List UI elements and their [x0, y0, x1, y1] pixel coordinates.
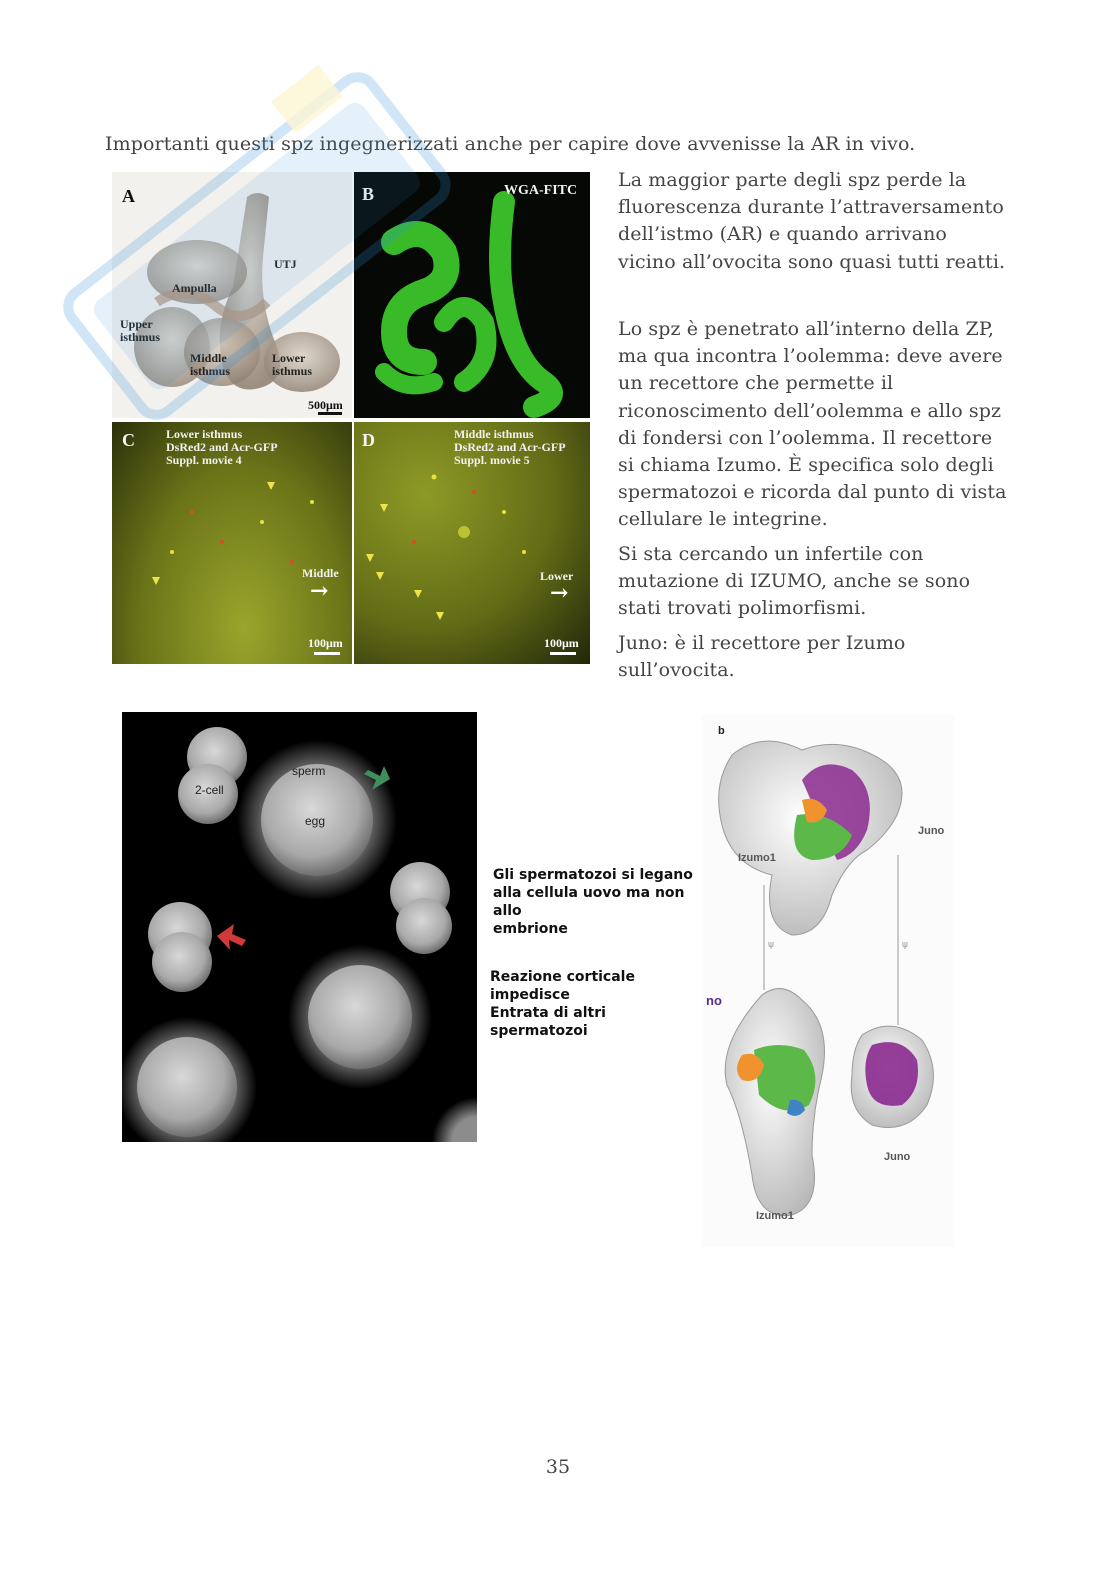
egg-caption-cortical	[490, 968, 700, 1040]
label-utj: UTJ	[274, 257, 297, 271]
egg-caption-binding	[493, 866, 693, 938]
panel-d-markers	[354, 422, 590, 664]
izumo-bottom-label: Izumo1	[756, 1210, 794, 1222]
paragraph-juno: Juno: è il recettore per Izumo sull’ovocita.	[618, 632, 906, 682]
egg-caption-cortical-line-2: Entrata di altri spermatozoi	[490, 1005, 606, 1039]
paragraph-fluorescence: La maggior parte degli spz perde la fluorescenza durante l’attraversamento dell’istmo (AR) e quando arrivano vicino all’ovocita sono quasi tutti reatti.	[618, 169, 1006, 273]
izumo-top-label: Izumo1	[738, 852, 776, 864]
label-ampulla: Ampulla	[172, 281, 217, 295]
panel-a	[112, 172, 352, 418]
arrow-right-icon: →	[550, 580, 569, 606]
paragraph-izumo: Lo spz è penetrato all’interno della ZP, ma qua incontra l’oolemma: deve avere un recettore che permette il riconoscimento dell’oolemma e allo spz di fondersi con l’oolemma. Il recettore si chiama Izumo. È specifica solo degli spermatozoi e ricorda dal punto di vista cellulare le integrine.	[618, 318, 1007, 531]
panel-b-label: B	[362, 184, 375, 204]
panel-b	[354, 172, 590, 418]
panel-d-caption-3: Suppl. movie 5	[454, 453, 530, 467]
egg-caption-binding-line-3: embrione	[493, 921, 568, 937]
panel-d-caption-1: Middle isthmus	[454, 427, 534, 441]
panel-b-lower-label: b	[718, 725, 725, 737]
panel-c-direction-label: Middle	[302, 566, 339, 580]
oviduct-photo	[112, 172, 352, 418]
panel-d-direction-label: Lower	[540, 569, 574, 583]
panel-c-label: C	[122, 430, 135, 450]
svg-text:ψ: ψ	[768, 940, 774, 950]
label-middle-isthmus: Middle isthmus	[190, 351, 231, 378]
panel-a-scale-label: 500μm	[308, 398, 343, 412]
panel-d-label: D	[362, 430, 375, 450]
panel-a-scale-bar	[318, 412, 342, 415]
panel-d-scale-bar	[550, 652, 576, 655]
juno-bottom-label: Juno	[884, 1151, 911, 1163]
fluorescent-oviduct-photo	[354, 172, 590, 418]
panel-d-scale-label: 100μm	[544, 636, 579, 650]
panel-c-scale-bar	[314, 652, 340, 655]
oviduct-figure	[112, 172, 590, 664]
paragraph-mutation: Si sta cercando un infertile con mutazione di IZUMO, anche se sono stati trovati polimorfismi.	[618, 543, 971, 620]
egg-micrograph	[122, 712, 477, 1142]
egg-caption-cortical-line-1: Reazione corticale impedisce	[490, 969, 635, 1003]
panel-c-caption-3: Suppl. movie 4	[166, 453, 242, 467]
intro-text: Importanti questi spz ingegnerizzati anche per capire dove avvenisse la AR in vivo.	[105, 133, 916, 155]
page-number: 35	[545, 1456, 571, 1478]
panel-d-caption-2: DsRed2 and Acr-GFP	[454, 440, 566, 454]
panel-c-caption-2: DsRed2 and Acr-GFP	[166, 440, 278, 454]
panel-c-markers	[112, 422, 352, 664]
panel-c-caption-1: Lower isthmus	[166, 427, 243, 441]
juno-top-label: Juno	[918, 825, 945, 837]
egg-label: egg	[305, 814, 326, 828]
protein-structure-art	[702, 715, 954, 1247]
egg-caption-binding-line-2: alla cellula uovo ma non allo	[493, 885, 685, 919]
label-upper-isthmus: Upper isthmus	[120, 317, 161, 344]
panel-c-scale-label: 100μm	[308, 636, 343, 650]
izumo-juno-structure	[702, 715, 954, 1247]
stain-label: WGA-FITC	[504, 183, 578, 198]
panel-d	[354, 422, 590, 664]
panel-a-label: A	[122, 186, 135, 206]
label-lower-isthmus: Lower isthmus	[272, 351, 313, 378]
two-cell-label: 2-cell	[195, 783, 224, 797]
egg-caption-binding-line-1: Gli spermatozoi si legano	[493, 867, 693, 883]
svg-text:ψ: ψ	[902, 940, 908, 950]
cropped-edge-label: no	[706, 993, 722, 1008]
arrow-right-icon: →	[310, 578, 329, 604]
panel-c	[112, 422, 352, 664]
sperm-label: sperm	[292, 764, 326, 778]
red-arrow-icon	[217, 924, 246, 950]
